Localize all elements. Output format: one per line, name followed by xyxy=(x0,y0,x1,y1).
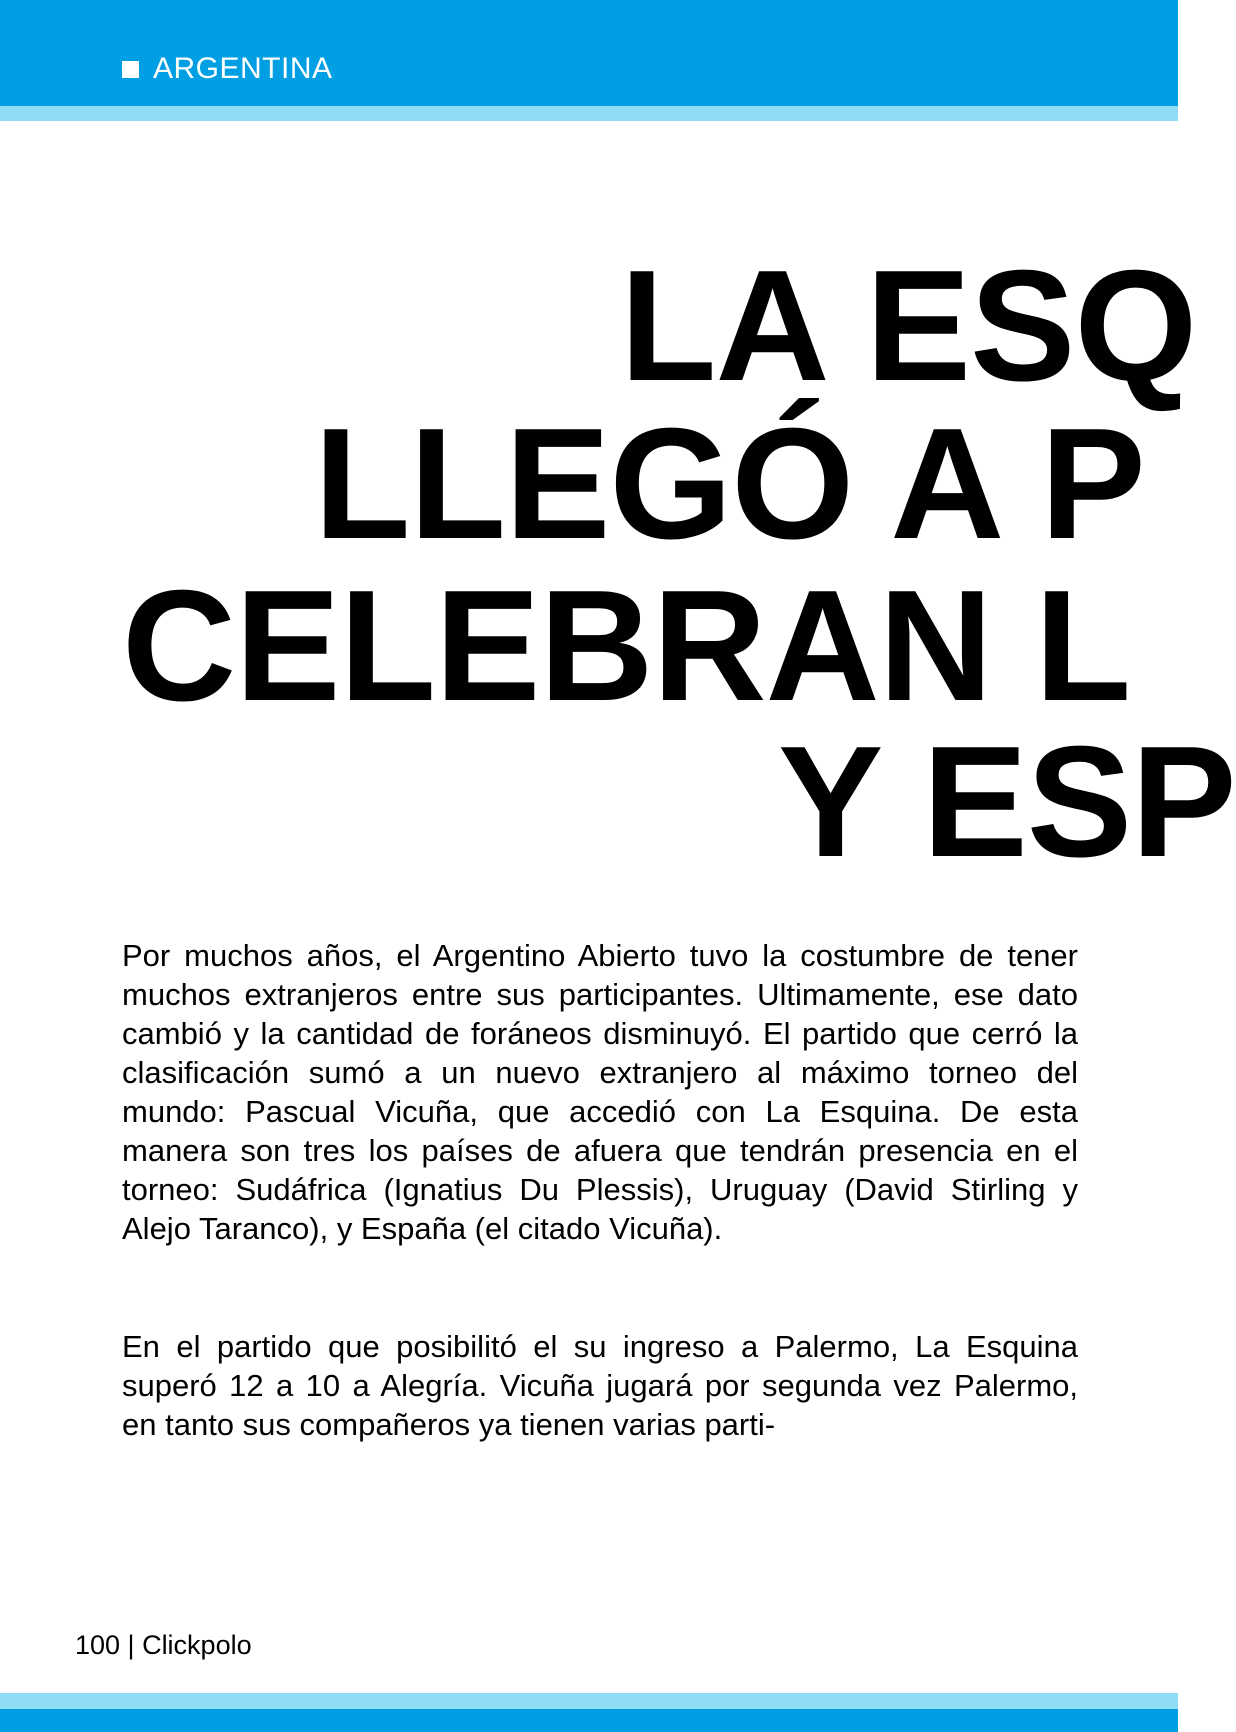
headline-line-3: CELEBRAN L xyxy=(122,558,1131,734)
headline-line-2: LLEGÓ A P xyxy=(314,396,1145,572)
headline-line-1: LA ESQ xyxy=(620,238,1197,414)
page-folio: 100 | Clickpolo xyxy=(75,1630,252,1660)
body-paragraph-1: Por muchos años, el Argentino Abierto tuvo la costumbre de tener muchos extranjeros entre sus participantes. Ultimamente, ese dato cambió y la cantidad de foráneos disminuyó. El partido que cerró la clasificación sumó a un nuevo extranjero al máximo torneo del mundo: Pascual Vicuña, que accedió con La Esquina. De esta manera son tres los países de afuera que tendrán presencia en el torneo: Sudáfrica (Ignatius Du Plessis), Uruguay (David Stirling y Alejo Taranco), y España (el citado Vicuña). xyxy=(122,938,1078,1246)
headline-line-4: Y ESP xyxy=(778,714,1236,890)
section-label: ARGENTINA xyxy=(153,52,333,85)
body-paragraph-2: En el partido que posibilitó el su ingreso a Palermo, La Esquina superó 12 a 10 a Alegría. Vicuña jugará por segunda vez Palermo, en tanto sus compañeros ya tienen varias parti- xyxy=(122,1329,1078,1442)
section-square-icon xyxy=(122,61,139,78)
header-accent-stripe xyxy=(0,106,1178,121)
footer-accent-stripe xyxy=(0,1693,1178,1709)
footer-band xyxy=(0,1709,1178,1732)
